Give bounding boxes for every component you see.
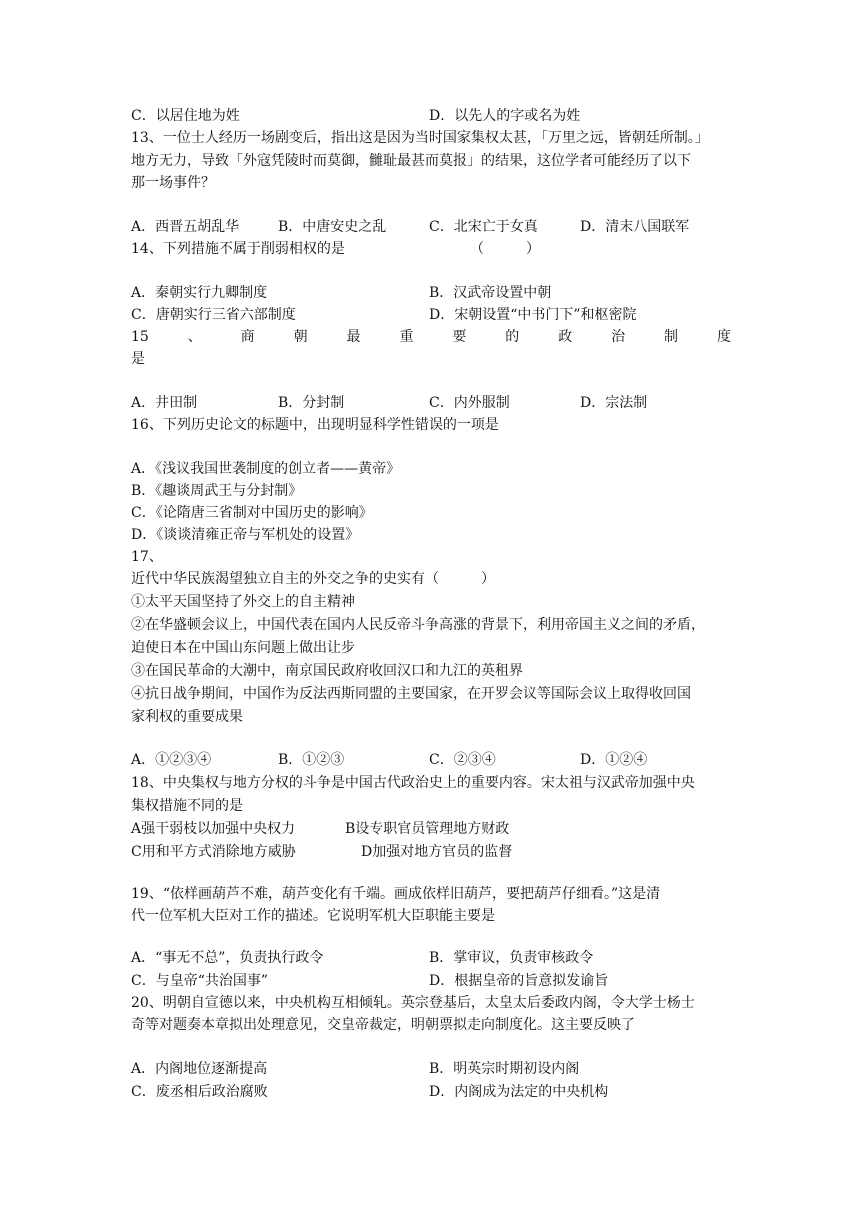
q15-stem-char: 制 <box>664 329 679 345</box>
q17-item-1: ①太平天国坚持了外交上的自主精神 <box>131 594 355 610</box>
q16-option-d: D．《谈谈清雍正帝与军机处的设置》 <box>131 527 360 543</box>
q15-option-b: B．分封制 <box>278 395 345 411</box>
q19-option-c: C．与皇帝“共治国事” <box>131 973 269 989</box>
q20-option-c: C．废丞相后政治腐败 <box>131 1084 268 1100</box>
q13-stem-line2: 地方无力，导致「外寇凭陵时而莫御，雠耻最甚而莫报」的结果，这位学者可能经历了以下 <box>131 153 691 169</box>
q17-item-4: ④抗日战争期间，中国作为反法西斯同盟的主要国家，在开罗会议等国际会议上取得收回国 <box>131 686 691 702</box>
q12-option-c: C．以居住地为姓 <box>131 108 240 124</box>
q17-option-b: B．①②③ <box>278 752 345 768</box>
q15-stem-char: 最 <box>346 329 361 345</box>
q12-option-d: D．以先人的字或名为姓 <box>429 108 581 124</box>
q15-stem-char: 重 <box>399 329 414 345</box>
q15-stem-char: 商 <box>240 329 255 345</box>
q14-stem: 14、下列措施不属于削弱相权的是 <box>131 241 345 257</box>
q15-option-d: D．宗法制 <box>580 395 648 411</box>
q15-stem-char: 、 <box>187 329 202 345</box>
q15-stem-char: 15 <box>131 329 149 345</box>
q20-stem-line2: 奇等对题奏本章拟出处理意见，交皇帝裁定，明朝票拟走向制度化。这主要反映了 <box>131 1017 635 1033</box>
q17-item-2: ②在华盛顿会议上，中国代表在国内人民反帝斗争高涨的背景下，利用帝国主义之间的矛盾， <box>131 617 705 633</box>
q16-option-b: B．《趣谈周武王与分封制》 <box>131 483 303 499</box>
q13-option-c: C．北宋亡于女真 <box>429 219 538 235</box>
q15-stem-tail: 是 <box>131 351 145 367</box>
q19-option-d: D．根据皇帝的旨意拟发谕旨 <box>429 973 609 989</box>
q18-stem-line2: 集权措施不同的是 <box>131 798 243 814</box>
q15-option-c: C．内外服制 <box>429 395 510 411</box>
q15-stem-char: 朝 <box>293 329 308 345</box>
q16-option-a: A．《浅议我国世袭制度的创立者——黄帝》 <box>131 461 401 477</box>
q16-stem: 16、下列历史论文的标题中，出现明显科学性错误的一项是 <box>131 417 499 433</box>
q15-stem-char: 治 <box>611 329 626 345</box>
q17-item-4-cont: 家利权的重要成果 <box>131 709 243 725</box>
q17-number: 17、 <box>131 549 163 565</box>
q15-stem-char: 政 <box>558 329 573 345</box>
q19-stem-line2: 代一位军机大臣对工作的描述。它说明军机大臣职能主要是 <box>131 908 495 924</box>
q18-option-b: B设专职官员管理地方财政 <box>345 821 510 837</box>
q13-stem-line1: 13、一位士人经历一场剧变后，指出这是因为当时国家集权太甚，「万里之远，皆朝廷所制。」 <box>131 130 709 146</box>
q15-option-a: A．井田制 <box>131 395 198 411</box>
q20-option-a: A．内阁地位逐渐提高 <box>131 1061 268 1077</box>
q18-option-a: A强干弱枝以加强中央权力 <box>131 821 296 837</box>
q15-stem-char: 的 <box>505 329 520 345</box>
q17-option-d: D．①②④ <box>580 752 648 768</box>
q13-option-d: D．清末八国联军 <box>580 219 690 235</box>
q18-option-d: D加强对地方官员的监督 <box>361 844 513 860</box>
q13-stem-line3: 那一场事件？ <box>131 175 215 191</box>
q17-stem: 近代中华民族渴望独立自主的外交之争的史实有（ ） <box>131 571 495 587</box>
q14-answer-paren: （ ） <box>470 241 540 257</box>
q18-stem-line1: 18、中央集权与地方分权的斗争是中国古代政治史上的重要内容。宋太祖与汉武帝加强中央 <box>131 775 695 791</box>
q17-item-2-cont: 迫使日本在中国山东问题上做出让步 <box>131 640 355 656</box>
q14-option-a: A．秦朝实行九卿制度 <box>131 285 268 301</box>
q16-option-c: C．《论隋唐三省制对中国历史的影响》 <box>131 505 373 521</box>
q15-stem-char: 要 <box>452 329 467 345</box>
q19-stem-line1: 19、“依样画葫芦不难，葫芦变化有千端。画成依样旧葫芦，要把葫芦仔细看。”这是清 <box>131 886 661 902</box>
q13-option-b: B．中唐安史之乱 <box>278 219 387 235</box>
q20-option-b: B．明英宗时期初设内阁 <box>429 1061 580 1077</box>
q20-stem-line1: 20、明朝自宣德以来，中央机构互相倾轧。英宗登基后，太皇太后委政内阁，令大学士杨士 <box>131 995 695 1011</box>
q20-option-d: D．内阁成为法定的中央机构 <box>429 1084 609 1100</box>
q18-option-c: C用和平方式消除地方威胁 <box>131 844 296 860</box>
q19-option-a: A．“事无不总”，负责执行政令 <box>131 950 324 966</box>
q19-option-b: B．掌审议，负责审核政令 <box>429 950 594 966</box>
q13-option-a: A．西晋五胡乱华 <box>131 219 240 235</box>
q15-stem-char: 度 <box>716 329 731 345</box>
q17-option-a: A．①②③④ <box>131 752 212 768</box>
q14-option-c: C．唐朝实行三省六部制度 <box>131 307 296 323</box>
q17-item-3: ③在国民革命的大潮中，南京国民政府收回汉口和九江的英租界 <box>131 663 523 679</box>
q14-option-b: B．汉武帝设置中朝 <box>429 285 552 301</box>
q17-option-c: C．②③④ <box>429 752 496 768</box>
q15-stem <box>131 327 731 347</box>
q14-option-d: D．宋朝设置“中书门下”和枢密院 <box>429 307 637 323</box>
